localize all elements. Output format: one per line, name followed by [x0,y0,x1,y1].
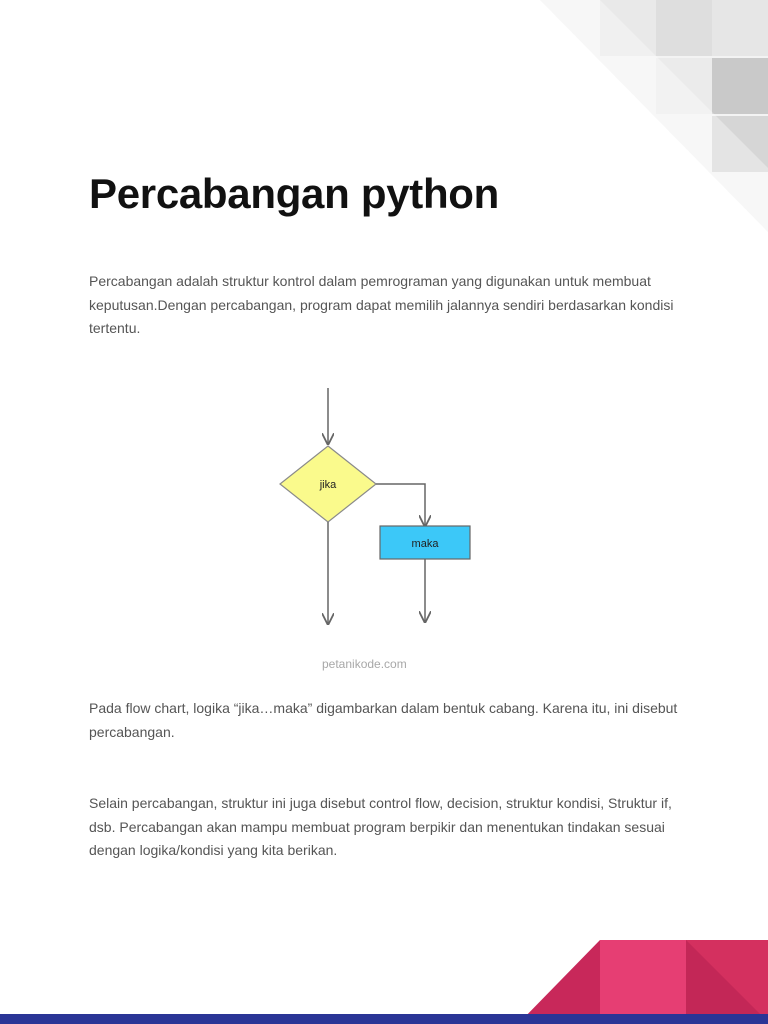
intro-paragraph: Percabangan adalah struktur kontrol dalam pemrograman yang digunakan untuk membuat keputusan.Dengan percabangan, program dapat memilih jalannya sendiri berdasarkan kondisi tertentu. [89,273,674,336]
flowchart-explanation-paragraph: Pada flow chart, logika “jika…maka” digambarkan dalam bentuk cabang. Karena itu, ini disebut percabangan. [89,700,678,740]
true-branch-arrow [376,484,425,526]
image-watermark: petanikode.com [322,657,407,671]
process-label: maka [411,538,439,550]
control-flow-paragraph: Selain percabangan, struktur ini juga disebut control flow, decision, struktur kondisi, Struktur if, dsb. Percabangan akan mampu membuat program berpikir dan menentukan tindakan sesuai dengan logika/kondisi yang kita berikan. [89,795,672,858]
page-title: Percabangan python [89,170,500,217]
decision-label: jika [319,479,337,491]
branching-flowchart [270,382,490,640]
footer-bar [0,1014,768,1024]
decorative-footer [0,914,768,1024]
